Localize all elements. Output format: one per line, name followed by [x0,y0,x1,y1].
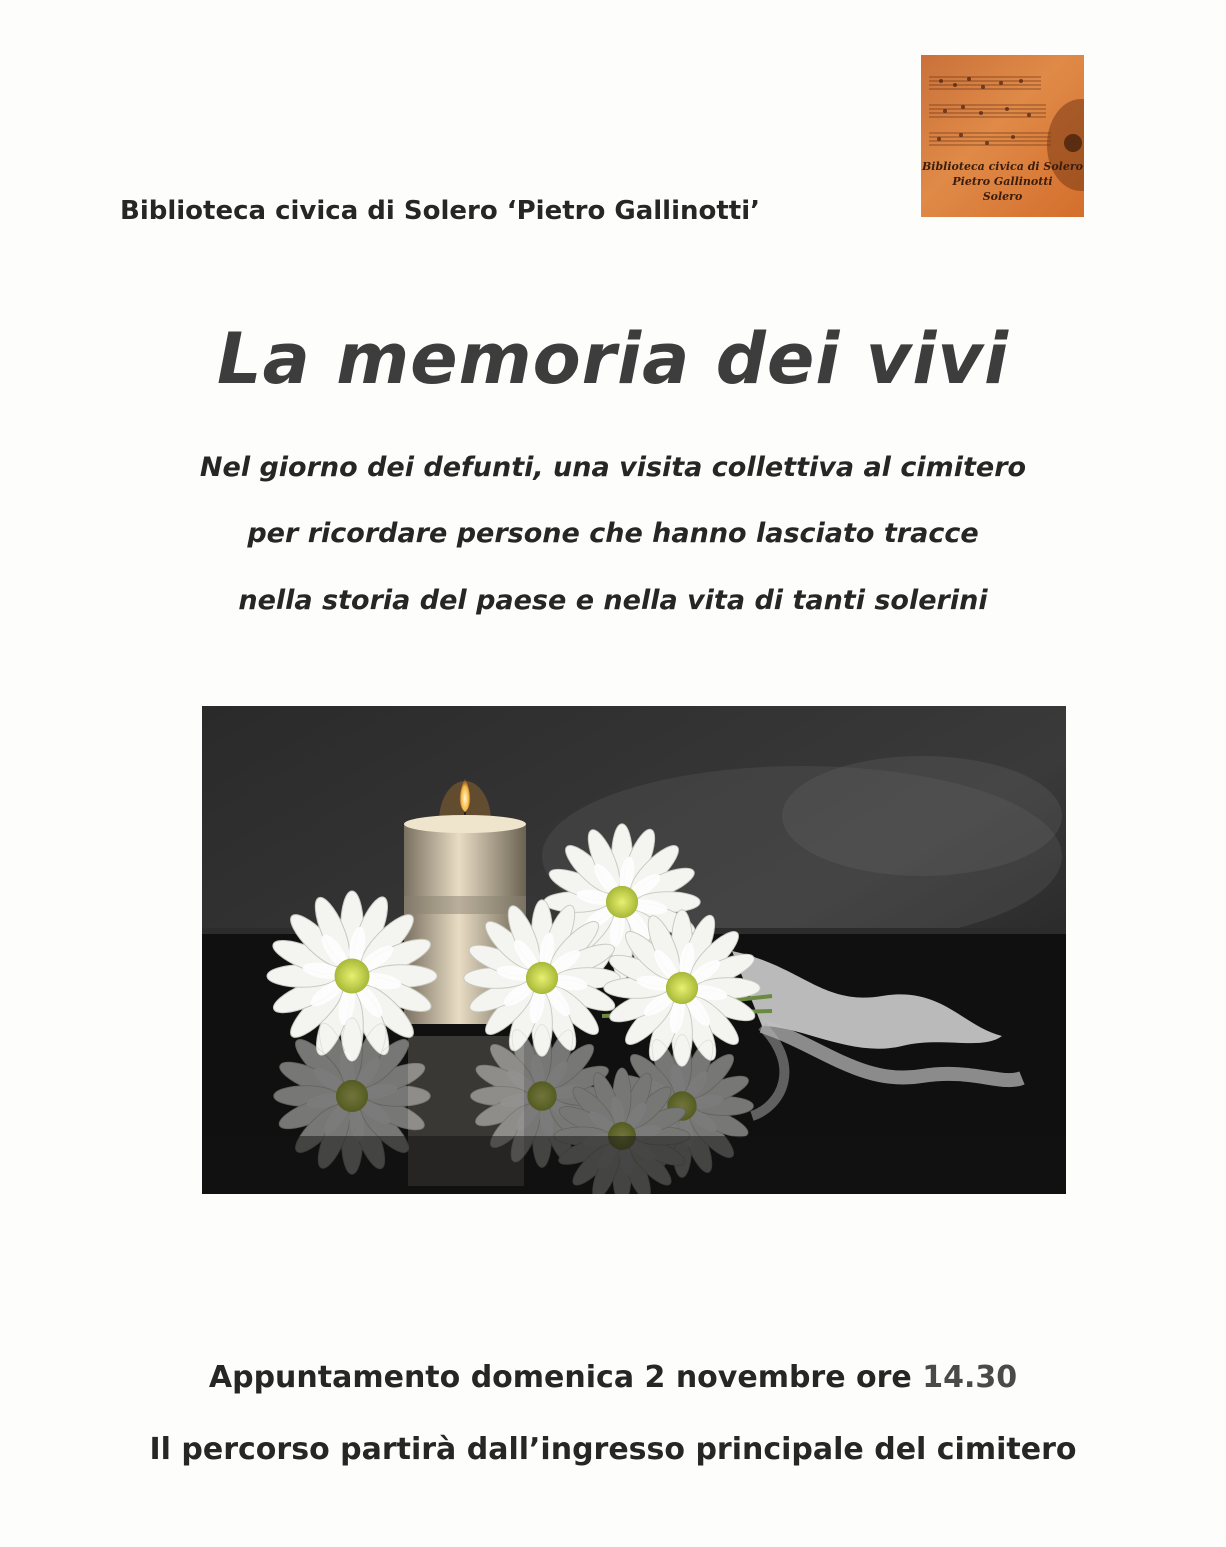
subtitle-line-1: Nel giorno dei defunti, una visita collettiva al cimitero [199,452,1027,483]
appointment-line [0,1360,1226,1395]
page-title: La memoria dei vivi [217,318,1009,400]
library-name: Biblioteca civica di Solero ‘Pietro Gallinotti’ [120,196,761,226]
memorial-photo [202,706,1066,1194]
logo-text: Biblioteca civica di Solero Pietro Gallinotti Solero [922,160,1083,203]
appointment-time: 14.30 [922,1360,1018,1395]
subtitle-line-2: per ricordare persone che hanno lasciato tracce [247,518,979,549]
library-logo [921,55,1084,217]
subtitle-line-3: nella storia del paese e nella vita di tanti solerini [238,585,988,616]
route-line: Il percorso partirà dall’ingresso principale del cimitero [149,1432,1077,1467]
candle-flowers-icon [202,706,1066,1194]
appointment-date: Appuntamento domenica 2 novembre ore [208,1360,923,1395]
